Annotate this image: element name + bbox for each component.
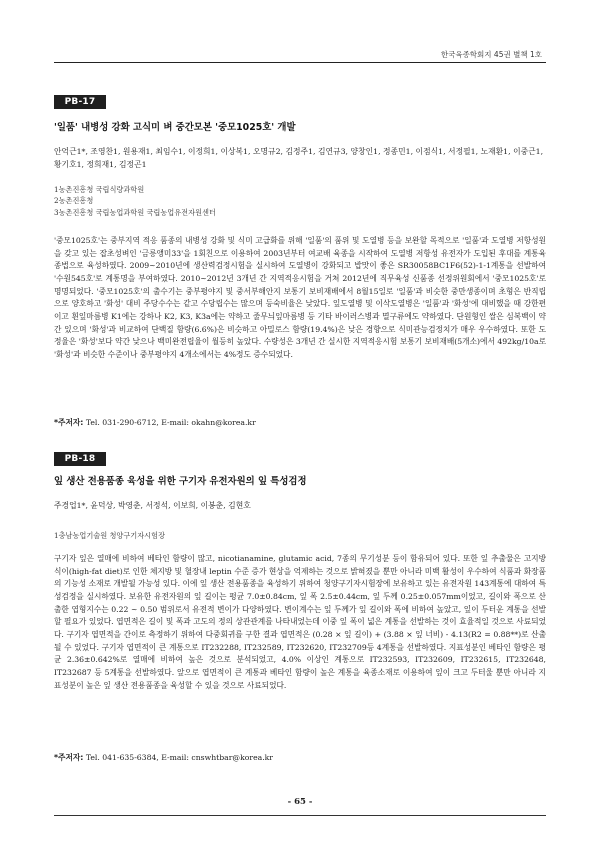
contact-label: *주저자: xyxy=(54,418,84,427)
abstract-title: '일품' 내병성 강화 고식미 벼 중간모본 '중모1025호' 개발 xyxy=(54,122,296,133)
author-list: 안억근1*, 조영찬1, 원용재1, 최임수1, 이정희1, 이상복1, 오명규2, 김정주1, 김연규3, 양창인1, 정종민1, 이점식1, 서정필1, 노재환1, 이중근1, 황기호1, 정희재1, 김정곤1 xyxy=(54,147,544,169)
contact-label: *주저자: xyxy=(54,753,84,762)
affiliation-list xyxy=(54,530,546,541)
affiliation-list xyxy=(54,184,546,218)
header-rule xyxy=(54,62,546,63)
contact-info: Tel. 031-290-6712, E-mail: okahn@korea.kr xyxy=(85,418,256,427)
abstract-body: 구기자 잎은 열매에 비하여 베타인 함량이 많고, nicotianamine, glutamic acid, 7종의 무기성분 등이 함유되어 있다. 또한 잎 추출물은 고지방 식이(high-fat diet)로 인한 체지방 및 혈장내 leptin 수준 증가 현상을 억제하는 것으로 밝혀졌을 뿐만 아니라 미백 활성이 우수하여 식품과 화장품의 기능성 소재로 개발될 가능성 있다. 이에 잎 생산 전용품종을 육성하기 위하여 청양구기자시험장에 보유하고 있는 유전자원 143계통에 대하여 특성검정을 실시하였다. 보유한 유전자원의 잎 길이는 평균 7.0±0.84cm, 잎 폭 2.5±0.44cm, 잎 두께 0.25±0.057mm이었고, 길이와 폭으로 산출한 엽형지수는 0.22 ~ 0.50 범위로서 유전적 변이가 다양하였다. 변이계수는 잎 두께가 잎 길이와 폭에 비하여 높았고, 잎이 두터운 계통을 선발할 필요가 있었다. 엽면적은 길이 및 폭과 고도의 정의 상관관계를 나타내었는데 이중 잎 폭이 넓은 계통을 선발하는 것이 효율적일 것으로 사료되었다. 구기자 엽면적을 간이로 측정하기 위하여 다중회귀를 구한 결과 엽면적은 (0.28 × 잎 길이) + (3.88 × 잎 너비) - 4.13(R2 = 0.88**)로 산출될 수 있었다. 구기자 엽면적이 큰 계통으로 IT232288, IT232589, IT232620, IT232709등 4계통을 선발하였다. 지표성분인 베타인 함량은 평균 2.36±0.642%로 열매에 비하여 높은 것으로 분석되었고, 4.0% 이상인 계통으로 IT232593, IT232609, IT232615, IT232648, IT232687 등 5계통을 선발하였다. 앞으로 엽면적이 큰 계통과 베타인 함량이 높은 계통을 육종소재로 이용하여 잎이 크고 두터울 뿐만 아니라 지표성분이 높은 잎 생산 전용품종을 육성할 수 있을 것으로 사료되었다. xyxy=(54,554,546,690)
running-head: 한국육종학회지 45권 별책 1호 xyxy=(440,50,542,59)
affiliation: 1농촌진흥청 국립식량과학원 xyxy=(54,185,145,194)
abstract-code-badge: PB-17 xyxy=(54,95,106,109)
corresponding-author xyxy=(54,752,546,764)
affiliation: 1충남농업기술원 청양구기자시험장 xyxy=(54,531,166,540)
footer-rule xyxy=(54,815,546,816)
affiliation: 3농촌진흥청 국립농업과학원 국립농업유전자원센터 xyxy=(54,207,216,217)
contact-info: Tel. 041-635-6384, E-mail: cnswhtbar@korea.kr xyxy=(85,753,273,762)
abstract-title: 잎 생산 전용품종 육성을 위한 구기자 유전자원의 잎 특성검정 xyxy=(54,476,307,487)
page-number: - 65 - xyxy=(287,797,313,807)
abstract-code-badge: PB-18 xyxy=(54,452,106,466)
affiliation: 2농촌진흥청 xyxy=(54,196,94,206)
abstract-body: '중모1025호'는 중부지역 적응 품종의 내병성 강화 및 식미 고급화를 위해 '일품'의 품위 및 도열병 등을 보완할 목적으로 '일품'과 도열병 저항성원을 갖고 있는 잡초성벼인 '금릉앵미33'을 1회친으로 이용하여 2003년부터 여교배 육종을 시작하여 도열병 저항성 유전자가 도입된 후대를 계통육종법으로 육성하였다. 2009~2010년에 생산력검정시험을 실시하여 도열병이 강화되고 밥맛이 좋은 SR30058BC1F6(52)-1-1계통을 선발하여 '수원545호'로 계통명을 부여하였다. 2010~2012년 3개년 간 지역적응시험을 거쳐 2012년에 직무육성 신품종 선정위원회에서 '중모1025호'로 명명되었다. '중모1025호'의 출수기는 중부평야지 및 중서부해안지 보통기 보비재배에서 8월15일로 '일품'과 비슷한 중만생종이며 초형은 반직립으로 양호하고 '화성' 대비 주당수수는 같고 수당립수는 많으며 등숙비율은 낮았다. 잎도열병 및 이삭도열병은 '일품'과 '화성'에 대비했을 때 강한편이고 흰잎마름병 K1에는 강하나 K2, K3, K3a에는 약하고 줄무늬잎마름병 등 기타 바이러스병과 멸구류에도 약하였다. 단원형인 쌀은 심복백이 약간 있으며 '화성'과 비교하여 단백질 함량(6.6%)은 비슷하고 아밀로스 함량(19.4%)은 낮은 경향으로 식미관능검정치가 매우 우수하였다. 또한 도정율은 '화성'보다 약간 낮으나 백미완전립율이 월등히 높았다. 수량성은 3개년 간 실시한 지역적응시험 보통기 보비재배(5개소)에서 492kg/10a로 '화성'과 비슷한 수준이나 중부평야지 4개소에서는 4%정도 증수되었다. xyxy=(54,236,546,359)
corresponding-author xyxy=(54,417,546,429)
author-list: 주경업1*, 윤덕상, 박영춘, 서정석, 이보희, 이봉춘, 김현호 xyxy=(54,501,251,510)
